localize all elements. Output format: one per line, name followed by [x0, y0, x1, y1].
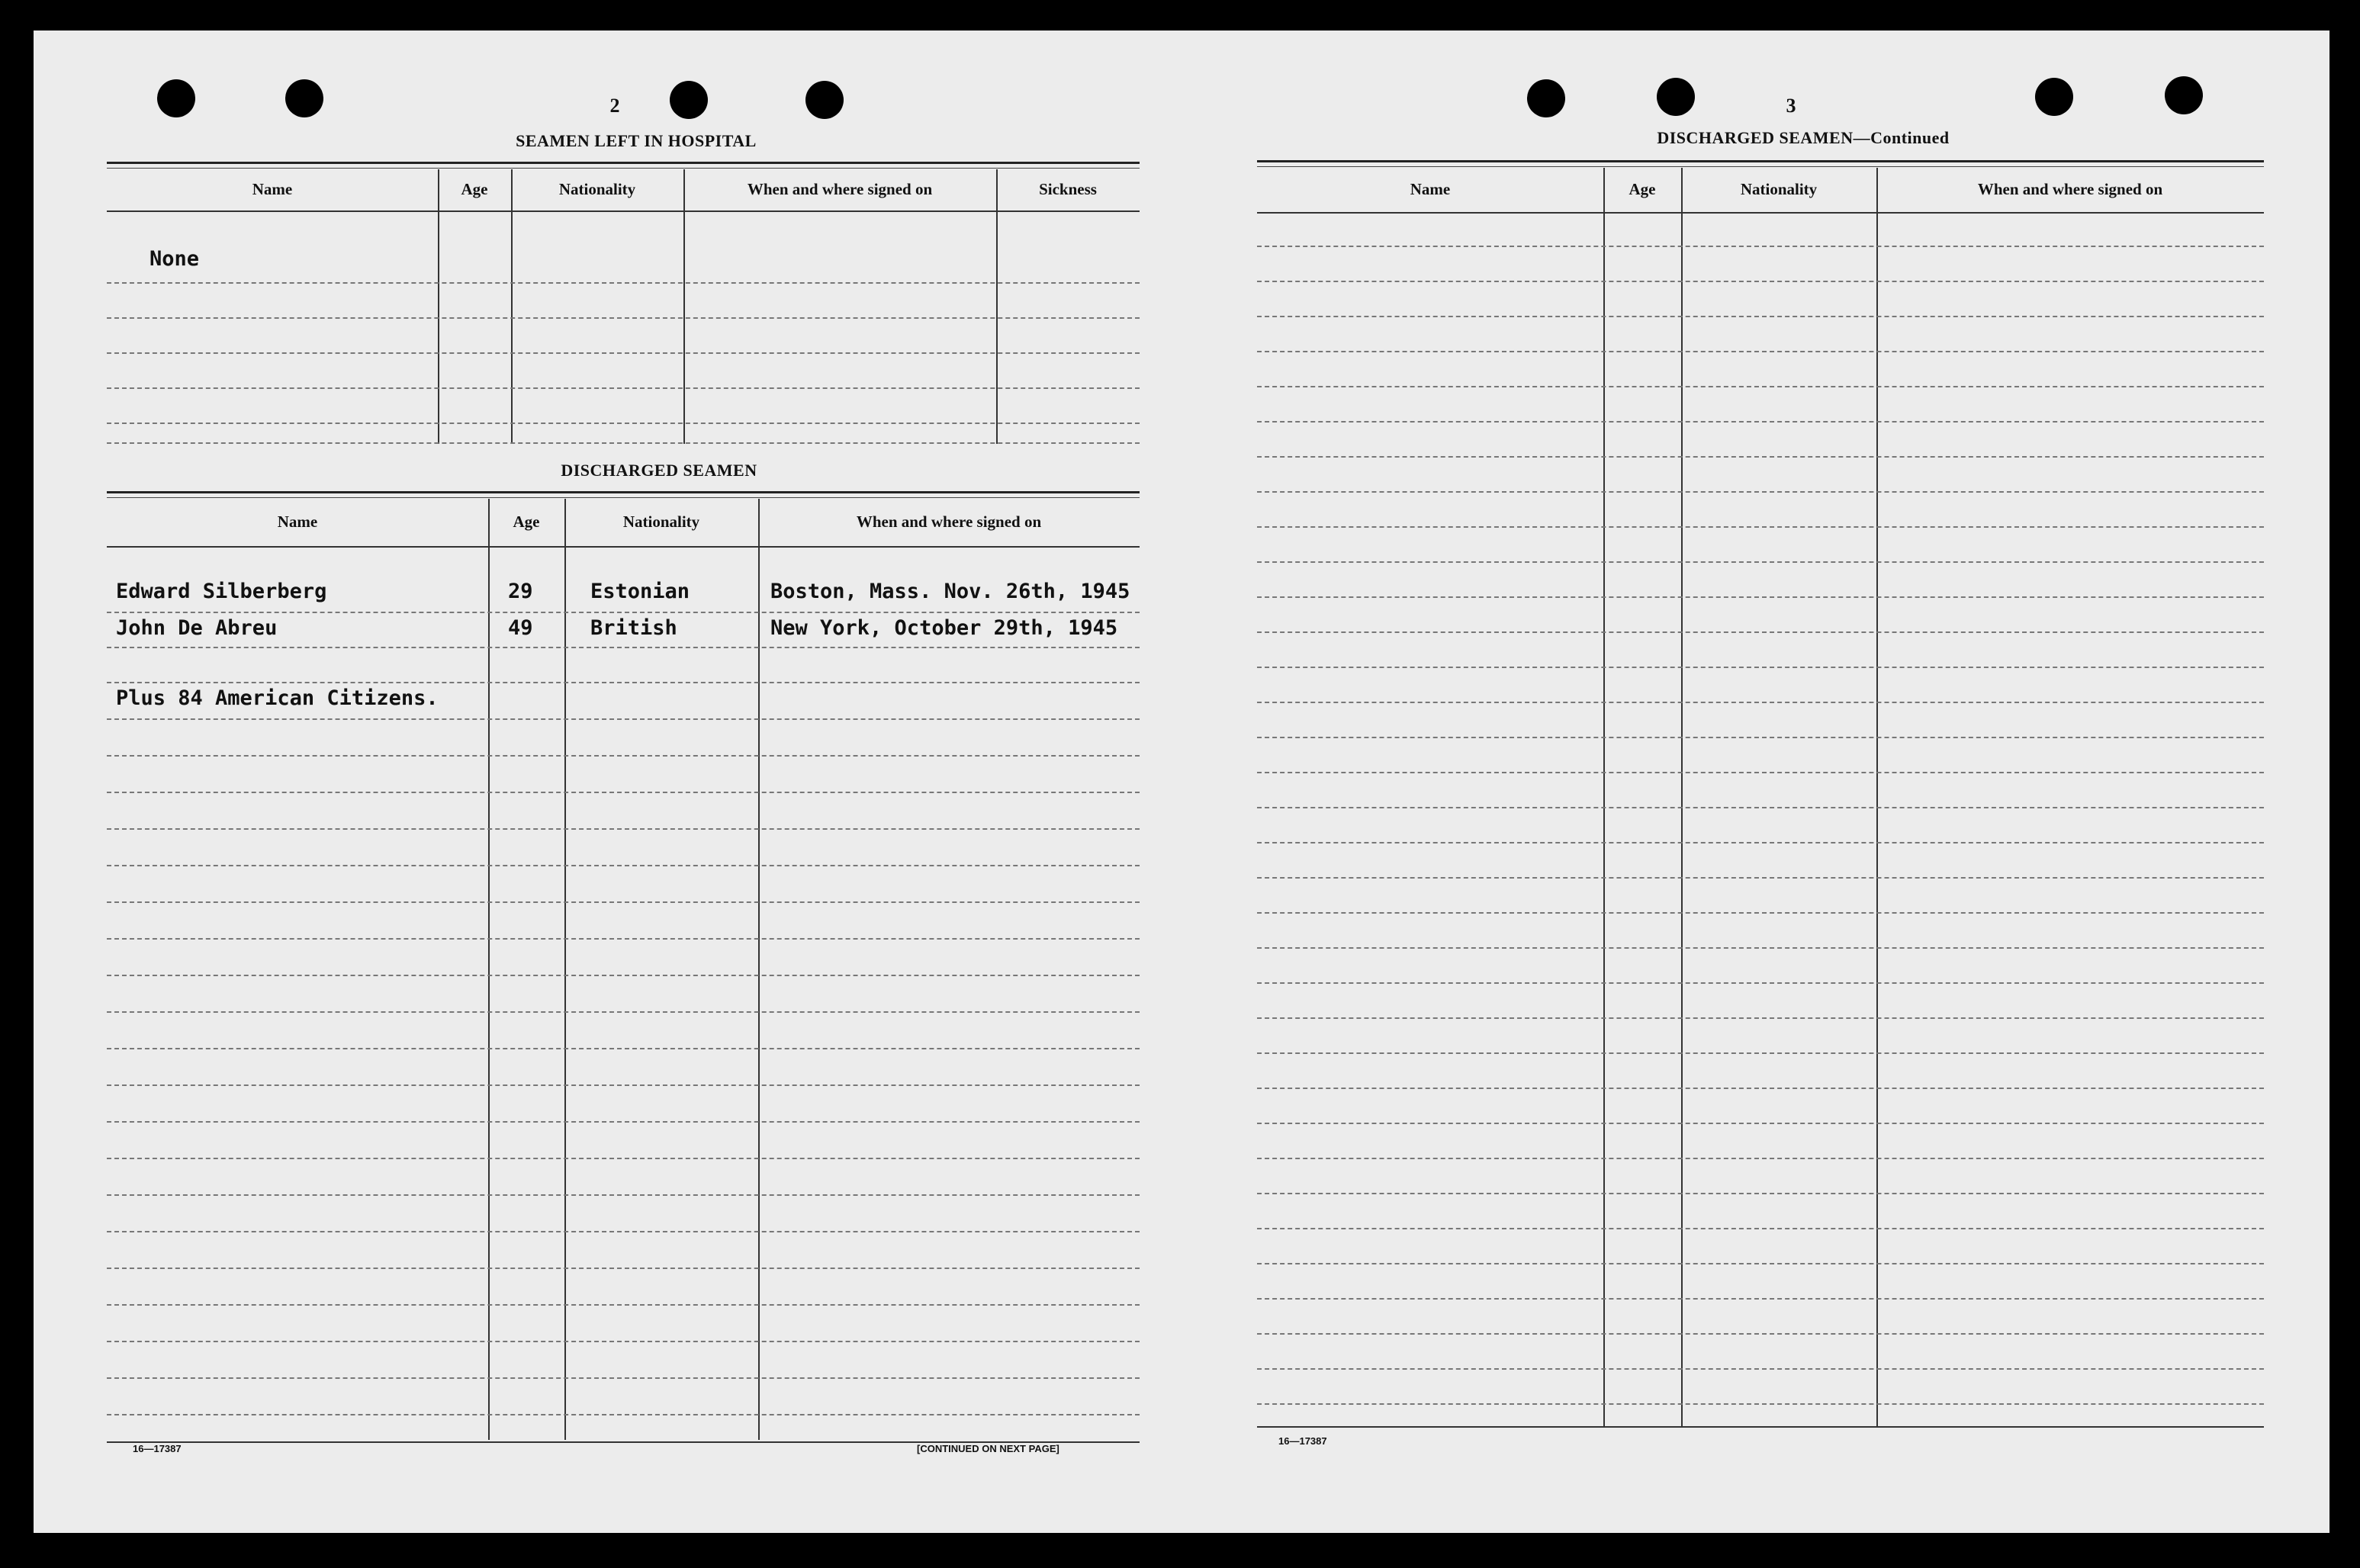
row-age: 49: [508, 616, 533, 640]
row-signed-on: Boston, Mass. Nov. 26th, 1945: [770, 580, 1130, 603]
row-signed-on: New York, October 29th, 1945: [770, 616, 1118, 640]
discharged-header-signed-on: When and where signed on: [856, 512, 1042, 531]
row-nationality: Estonian: [590, 580, 690, 603]
discharged-note: Plus 84 American Citizens.: [116, 686, 439, 710]
row-name: John De Abreu: [116, 616, 278, 640]
hospital-header-age: Age: [461, 180, 488, 198]
row-age: 29: [508, 580, 533, 603]
hospital-header-sickness: Sickness: [1039, 180, 1097, 198]
discharged-table: [107, 491, 1140, 1475]
hospital-table-title: SEAMEN LEFT IN HOSPITAL: [516, 131, 757, 150]
discharged-header-age: Age: [513, 512, 540, 531]
left-form-number: 16—17387: [133, 1443, 182, 1454]
right-form-number: 16—17387: [1278, 1435, 1327, 1447]
hospital-header-name: Name: [252, 180, 293, 198]
continued-table: [1257, 160, 2264, 1457]
hospital-entry-none: None: [150, 247, 200, 271]
discharged-table-title: DISCHARGED SEAMEN: [561, 461, 757, 480]
right-page: [1193, 31, 2329, 1533]
discharged-header-nationality: Nationality: [622, 512, 700, 531]
continued-header-age: Age: [1629, 180, 1656, 198]
continued-notice: [CONTINUED ON NEXT PAGE]: [917, 1443, 1059, 1454]
continued-header-name: Name: [1410, 180, 1451, 198]
left-page: [34, 31, 1132, 1533]
hospital-header-nationality: Nationality: [558, 180, 636, 198]
row-name: Edward Silberberg: [116, 580, 327, 603]
page-number-left: 2: [609, 95, 620, 117]
continued-header-nationality: Nationality: [1740, 180, 1818, 198]
hospital-table: [107, 162, 1140, 474]
document-sheet: [34, 31, 2329, 1533]
discharged-header-name: Name: [277, 512, 318, 531]
continued-table-title: DISCHARGED SEAMEN—Continued: [1657, 128, 1950, 147]
hospital-header-signed-on: When and where signed on: [747, 180, 933, 198]
page-number-right: 3: [1786, 95, 1796, 117]
continued-header-signed-on: When and where signed on: [1977, 180, 2163, 198]
row-nationality: British: [590, 616, 677, 640]
